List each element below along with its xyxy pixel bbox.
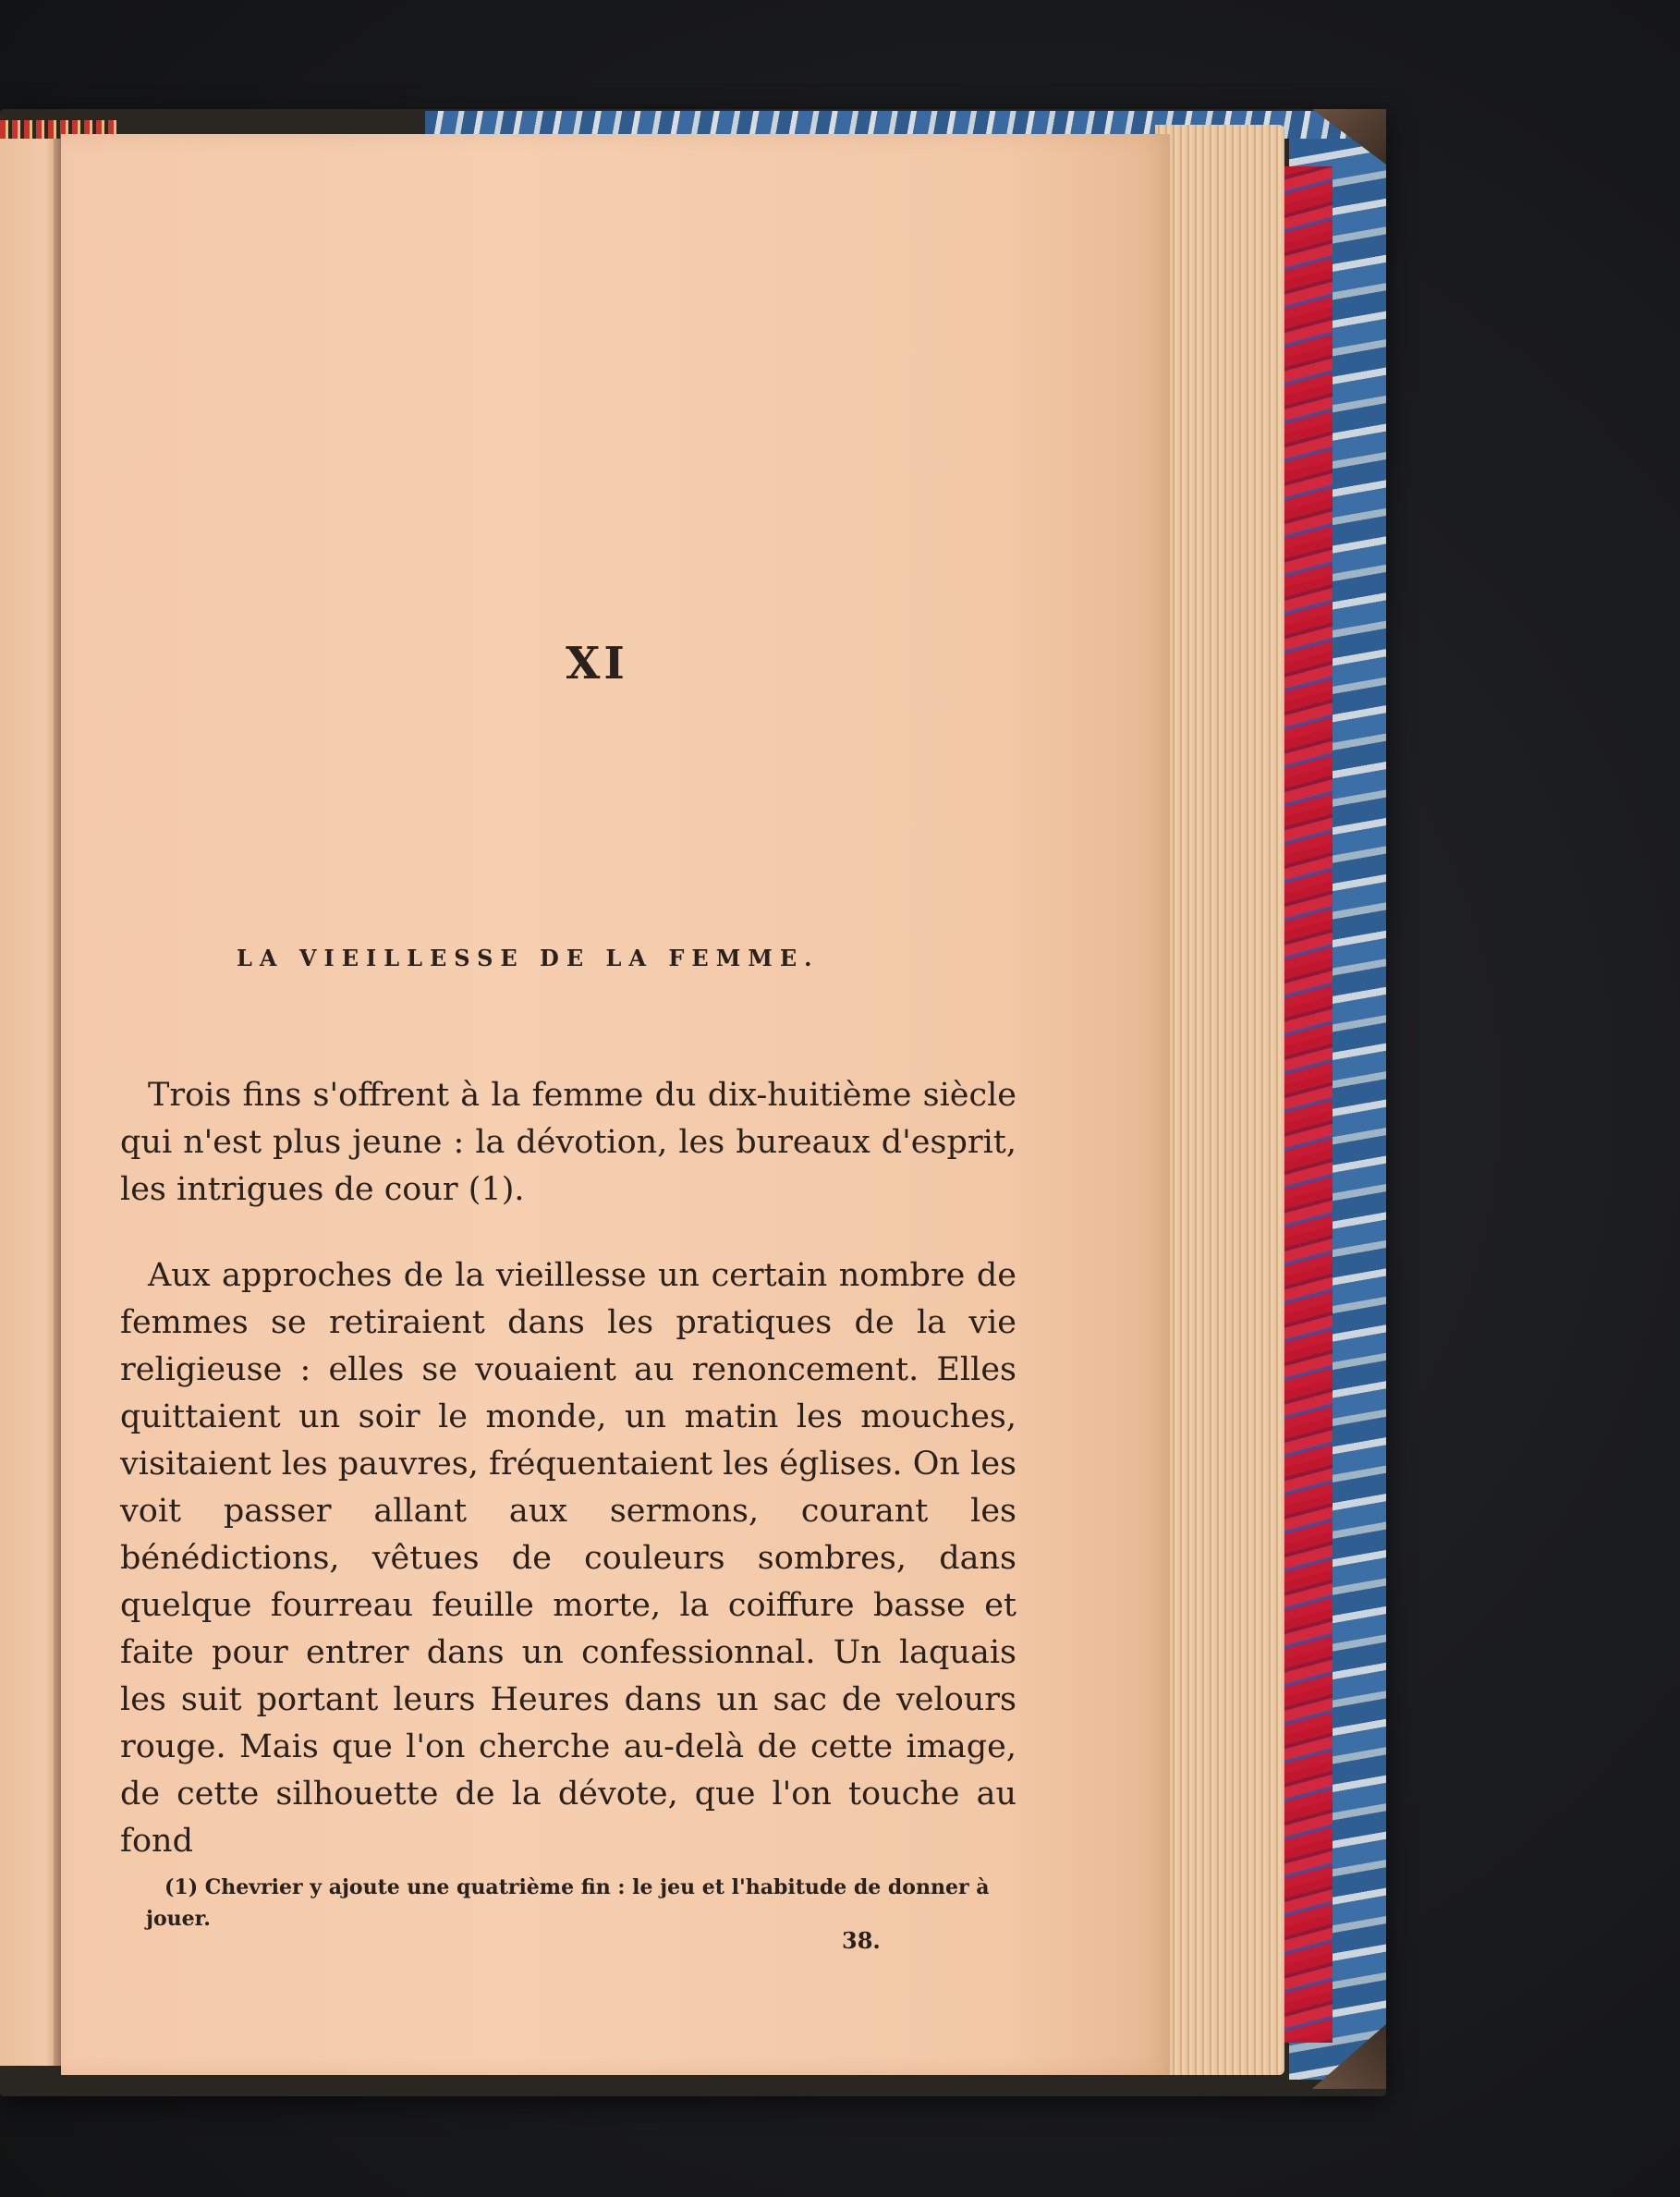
page-number: 38. xyxy=(842,1927,881,1954)
book-gutter xyxy=(54,139,61,2066)
paragraph: Trois fins s'offrent à la femme du dix-huitième siècle qui n'est plus jeune : la dévotion, les bureaux d'esprit, les intrigues de cour (1). xyxy=(120,1077,1017,1208)
marbled-page-edge xyxy=(1283,166,1333,2043)
chapter-number: XI xyxy=(566,638,628,690)
page-stack-edge xyxy=(1155,125,1284,2075)
book-page xyxy=(61,134,1170,2075)
paragraph: Aux approches de la vieillesse un certain nombre de femmes se retiraient dans les pratiques de la vie religieuse : elles se vouaient au renoncement. Elles quittaient un soir le monde, un matin les mouches, visitaient les pauvres, fréquentaient les églises. On les voit passer allant aux sermons, courant les bénédictions, vêtues de couleurs sombres, dans quelque fourreau feuille morte, la coiffure basse et faite pour entrer dans un confessionnal. Un laquais les suit portant leurs Heures dans un sac de velours rouge. Mais que l'on cherche au-delà de cette image, de cette silhouette de la dévote, que l'on touche au fond xyxy=(120,1257,1017,1860)
footnote: (1) Chevrier y ajoute une quatrième fin : le jeu et l'habitude de donner à jouer. xyxy=(146,1875,990,1931)
chapter-title: LA VIEILLESSE DE LA FEMME. xyxy=(237,945,820,971)
left-page-edge xyxy=(0,139,58,2066)
